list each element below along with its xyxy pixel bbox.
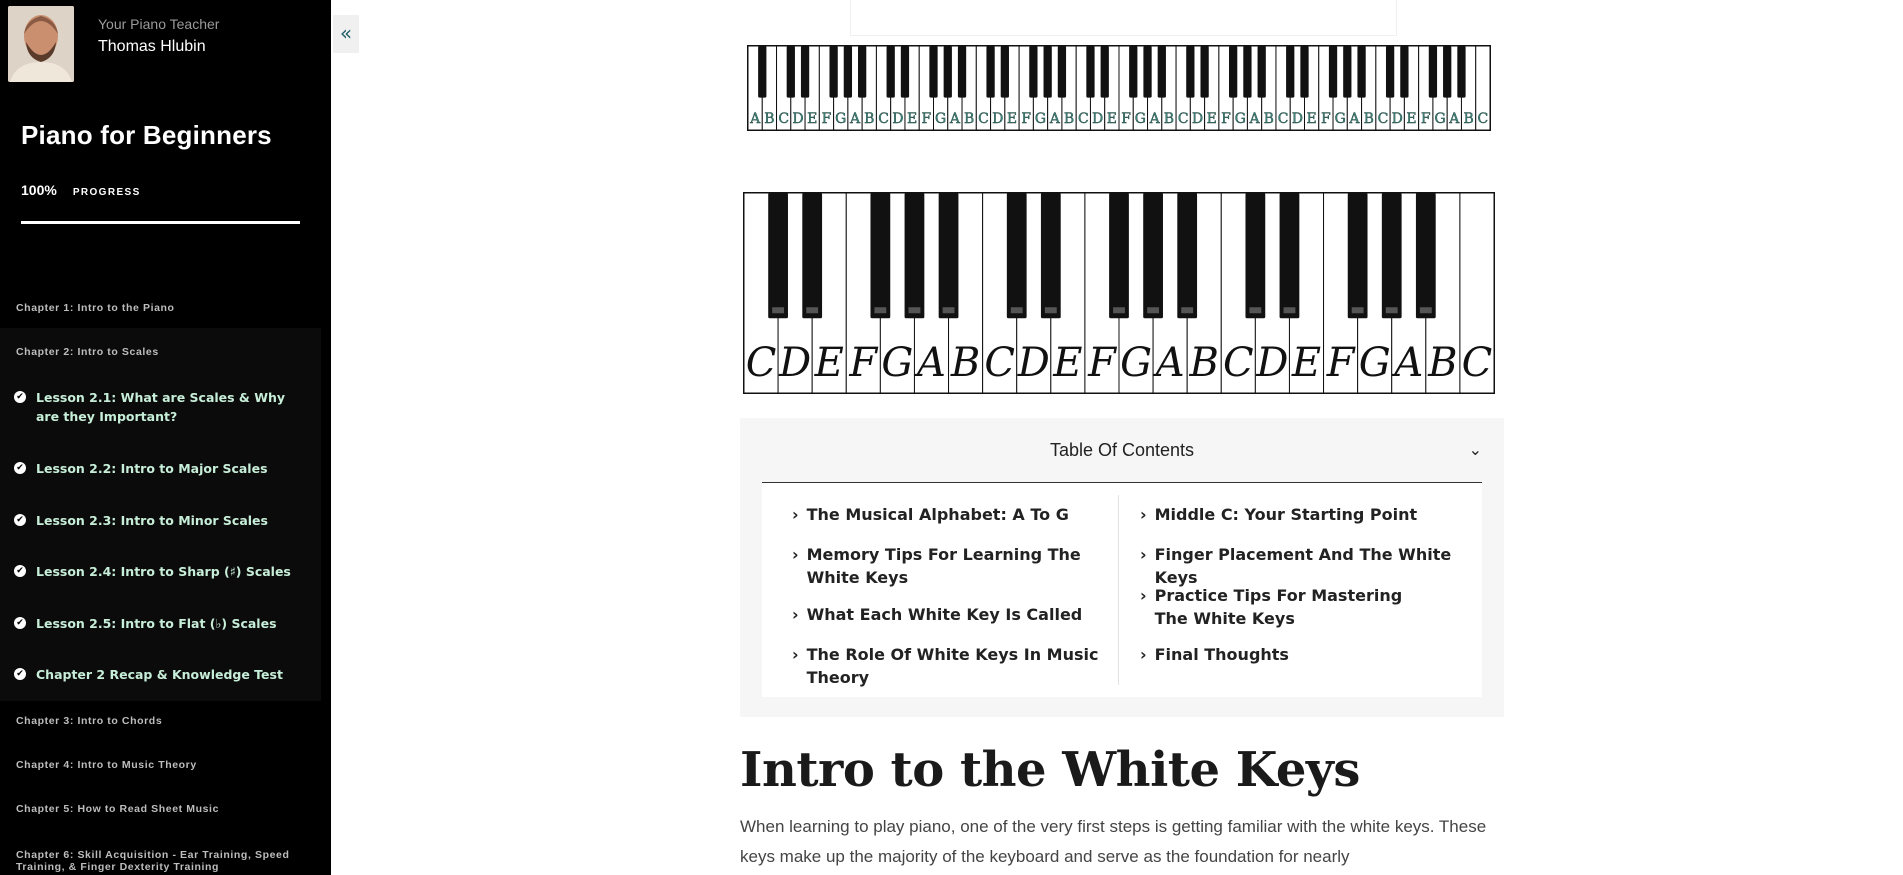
key-note-label: D (892, 111, 904, 127)
key-note-label: G (1134, 111, 1146, 127)
black-key-highlight (1181, 307, 1193, 313)
key-note-label: G (1358, 340, 1391, 386)
course-title: Piano for Beginners (21, 120, 272, 150)
toc-link-label: Middle C: Your Starting Point (1154, 505, 1418, 524)
progress-bar (21, 221, 300, 224)
toc-link[interactable] (792, 503, 1092, 526)
key-note-label: E (1006, 111, 1018, 127)
toc-link[interactable] (792, 603, 1092, 626)
check-circle-icon: ✔ (14, 391, 26, 403)
key-note-label: G (1120, 340, 1153, 386)
black-key (1245, 193, 1265, 318)
check-circle-icon: ✔ (14, 668, 26, 680)
black-key-highlight (1147, 307, 1159, 313)
black-key (1041, 193, 1061, 318)
black-key-highlight (1113, 307, 1125, 313)
key-note-label: F (1121, 111, 1131, 127)
black-key (768, 193, 788, 318)
key-note-label: B (964, 111, 975, 127)
key-note-label: B (1363, 111, 1374, 127)
key-note-label: F (1326, 340, 1355, 386)
chapter-5-link[interactable]: Chapter 5: How to Read Sheet Music (16, 803, 220, 815)
key-note-label: E (1106, 111, 1117, 127)
black-key-highlight (909, 307, 921, 313)
black-key (901, 46, 909, 98)
key-note-label: A (750, 111, 761, 127)
key-note-label: F (1221, 111, 1231, 127)
top-card-edge (850, 0, 1397, 36)
black-key-highlight (1045, 307, 1057, 313)
chapter-4-link[interactable]: Chapter 4: Intro to Music Theory (16, 759, 197, 771)
key-note-label: G (1434, 111, 1446, 127)
key-note-label: C (878, 111, 889, 127)
key-note-label: A (1049, 111, 1060, 127)
black-key (1258, 46, 1266, 98)
key-note-label: E (1406, 111, 1417, 127)
key-note-label: E (1053, 340, 1083, 386)
black-key (1416, 193, 1436, 318)
black-key-highlight (1386, 307, 1398, 313)
lesson-label: Lesson 2.2: Intro to Major Scales (36, 461, 268, 476)
key-note-label: G (1334, 111, 1346, 127)
black-key-highlight (1011, 307, 1023, 313)
black-key (787, 46, 795, 98)
black-key-highlight (772, 307, 784, 313)
key-note-label: E (814, 340, 844, 386)
key-note-label: B (1263, 111, 1274, 127)
key-note-label: B (1189, 340, 1219, 386)
lesson-2-3-link[interactable] (14, 511, 304, 530)
black-key-highlight (806, 307, 818, 313)
black-key-highlight (1420, 307, 1432, 313)
black-key (758, 46, 766, 98)
black-key (944, 46, 952, 98)
teacher-name: Thomas Hlubin (98, 38, 206, 55)
toc-link-label: What Each White Key Is Called (806, 605, 1083, 624)
toc-link[interactable] (1140, 584, 1440, 630)
key-note-label: G (835, 111, 847, 127)
article-title: Intro to the White Keys (740, 742, 1360, 798)
lesson-2-1-link[interactable] (14, 388, 304, 426)
toc-link[interactable] (792, 543, 1092, 589)
chapter-3-link[interactable]: Chapter 3: Intro to Chords (16, 715, 163, 727)
key-note-label: D (1091, 111, 1104, 127)
black-key (1129, 46, 1137, 98)
check-circle-icon: ✔ (14, 617, 26, 629)
chapter-1-link[interactable]: Chapter 1: Intro to the Piano (16, 302, 175, 314)
key-note-label: A (849, 111, 861, 127)
black-key (939, 193, 959, 318)
black-key (986, 46, 994, 98)
black-key (870, 193, 890, 318)
key-note-label: D (1256, 340, 1289, 386)
key-note-label: D (992, 111, 1004, 127)
key-note-label: C (778, 111, 790, 127)
key-note-label: E (906, 111, 918, 127)
chevron-right-icon: › (792, 645, 799, 664)
black-key (1143, 46, 1151, 98)
black-key (1443, 46, 1451, 98)
collapse-sidebar-button[interactable] (333, 15, 359, 53)
progress-summary (21, 182, 141, 198)
key-note-label: A (1449, 111, 1460, 127)
key-note-label: B (950, 340, 981, 386)
key-note-label: F (1088, 340, 1116, 386)
key-note-label: C (1377, 111, 1389, 127)
black-key (1109, 193, 1129, 318)
key-note-label: C (1077, 111, 1089, 127)
black-key (1177, 193, 1197, 318)
lesson-label: Lesson 2.4: Intro to Sharp (♯) Scales (36, 564, 291, 579)
key-note-label: F (821, 111, 832, 127)
lesson-label: Chapter 2 Recap & Knowledge Test (36, 667, 283, 682)
key-note-label: D (779, 340, 812, 386)
progress-bar-fill (21, 221, 300, 224)
black-key (1286, 46, 1294, 98)
chevron-right-icon: › (792, 505, 799, 524)
black-key-highlight (874, 307, 886, 313)
chevron-down-icon[interactable]: ⌄ (1468, 440, 1482, 459)
black-key (1343, 46, 1351, 98)
chevron-right-icon: › (1140, 505, 1147, 524)
table-of-contents (740, 418, 1504, 717)
black-key-highlight (943, 307, 955, 313)
toc-link[interactable] (1140, 503, 1460, 526)
key-note-label: E (1206, 111, 1217, 127)
check-circle-icon: ✔ (14, 462, 26, 474)
black-key (1348, 193, 1368, 318)
key-note-label: D (1191, 111, 1204, 127)
toc-link[interactable] (1140, 543, 1460, 589)
black-key (1029, 46, 1037, 98)
key-note-label: G (935, 111, 947, 127)
black-key (1329, 46, 1337, 98)
toc-link-label: The Role Of White Keys In Music Theory (806, 645, 1099, 687)
black-key (1044, 46, 1052, 98)
black-key (1186, 46, 1194, 98)
black-key (887, 46, 895, 98)
black-key (1158, 46, 1166, 98)
lesson-2-5-link[interactable] (14, 614, 304, 633)
key-note-label: E (1291, 340, 1322, 386)
black-key (844, 46, 852, 98)
toc-link[interactable] (792, 643, 1112, 689)
lesson-label: Lesson 2.1: What are Scales & Why are they Important? (36, 390, 286, 424)
chapter-2-recap-link[interactable] (14, 665, 304, 684)
teacher-role: Your Piano Teacher (98, 16, 220, 32)
black-key (1280, 193, 1300, 318)
lesson-2-2-link[interactable] (14, 459, 304, 478)
toc-link-label: Memory Tips For Learning The White Keys (806, 545, 1081, 587)
key-note-label: D (1291, 111, 1303, 127)
key-note-label: B (764, 111, 775, 127)
black-key (1058, 46, 1066, 98)
black-key (1429, 46, 1437, 98)
lesson-2-4-link[interactable] (14, 562, 304, 581)
key-note-label: E (807, 111, 818, 127)
black-key (1101, 46, 1109, 98)
black-key (929, 46, 937, 98)
black-key (1200, 46, 1208, 98)
key-note-label: G (1034, 111, 1047, 127)
chevron-right-icon: › (792, 605, 799, 624)
key-note-label: D (792, 111, 804, 127)
key-note-label: C (1461, 340, 1493, 386)
key-note-label: B (1428, 340, 1458, 386)
key-note-label: A (917, 340, 946, 386)
check-circle-icon: ✔ (14, 565, 26, 577)
key-note-label: F (849, 340, 878, 386)
toc-column-divider (1118, 495, 1119, 685)
key-note-label: A (1155, 340, 1185, 386)
key-note-label: B (864, 111, 875, 127)
check-circle-icon: ✔ (14, 514, 26, 526)
black-key (1386, 46, 1394, 98)
toc-link-label: Practice Tips For Mastering The White Keys (1154, 586, 1403, 628)
key-note-label: C (1177, 111, 1189, 127)
lesson-label: Lesson 2.3: Intro to Minor Scales (36, 513, 268, 528)
black-key-highlight (1352, 307, 1364, 313)
black-key-highlight (1284, 307, 1296, 313)
toc-link-label: Finger Placement And The White Keys (1154, 545, 1452, 587)
key-note-label: C (1223, 340, 1254, 386)
key-note-label: A (1394, 340, 1424, 386)
black-key (1243, 46, 1251, 98)
key-note-label: B (1463, 111, 1474, 127)
key-note-label: D (1017, 340, 1050, 386)
black-key (1300, 46, 1308, 98)
black-key (1357, 46, 1365, 98)
course-sidebar (0, 0, 331, 875)
progress-percent: 100% (21, 182, 57, 198)
piano-keyboard-small-image (747, 45, 1491, 131)
key-note-label: C (1277, 111, 1289, 127)
key-note-label: B (1163, 111, 1175, 127)
black-key (802, 193, 822, 318)
key-note-label: F (921, 111, 932, 127)
toc-title[interactable]: Table Of Contents (1049, 440, 1195, 460)
black-key-highlight (1249, 307, 1261, 313)
black-key (1007, 193, 1027, 318)
black-key (858, 46, 866, 98)
double-chevron-left-icon: « (339, 21, 353, 45)
chapter-6-link[interactable]: Chapter 6: Skill Acquisition - Ear Training, Speed Training, & Finger Dexterity Training (16, 849, 290, 873)
black-key (1400, 46, 1408, 98)
key-note-label: C (984, 340, 1015, 386)
black-key (1086, 46, 1094, 98)
progress-label: PROGRESS (72, 187, 141, 198)
black-key (1229, 46, 1237, 98)
key-note-label: E (1306, 111, 1317, 127)
key-note-label: G (1234, 111, 1246, 127)
piano-keyboard-large-image (743, 192, 1495, 394)
key-note-label: C (1477, 111, 1489, 127)
key-note-label: A (1249, 111, 1260, 127)
black-key (1457, 46, 1465, 98)
black-key (1143, 193, 1163, 318)
avatar (8, 6, 74, 82)
key-note-label: F (1021, 111, 1032, 127)
key-note-label: C (745, 340, 777, 386)
teacher-profile (8, 6, 219, 82)
key-note-label: A (949, 111, 960, 127)
chevron-right-icon: › (792, 545, 799, 564)
toc-body (762, 483, 1482, 697)
chapter-2-link[interactable]: Chapter 2: Intro to Scales (16, 346, 159, 358)
key-note-label: D (1391, 111, 1403, 127)
black-key (829, 46, 837, 98)
chevron-right-icon: › (1140, 645, 1147, 664)
key-note-label: A (1349, 111, 1360, 127)
black-key (1382, 193, 1402, 318)
black-key (801, 46, 809, 98)
black-key (1001, 46, 1009, 98)
key-note-label: B (1063, 111, 1075, 127)
article-paragraph: When learning to play piano, one of the very first steps is getting familiar with the white keys. These keys make up the majority of the keyboard and serve as the foundation for nearly (740, 817, 1487, 866)
key-note-label: G (881, 340, 914, 386)
black-key (905, 193, 925, 318)
key-note-label: F (1321, 111, 1331, 127)
key-note-label: C (978, 111, 989, 127)
chevron-right-icon: › (1140, 586, 1147, 605)
chevron-right-icon: › (1140, 545, 1147, 564)
toc-link-label: Final Thoughts (1154, 645, 1289, 664)
toc-link-label: The Musical Alphabet: A To G (806, 505, 1069, 524)
lesson-label: Lesson 2.5: Intro to Flat (♭) Scales (36, 616, 277, 631)
black-key (958, 46, 966, 98)
key-note-label: A (1149, 111, 1160, 127)
key-note-label: F (1420, 111, 1431, 127)
toc-link[interactable] (1140, 643, 1440, 666)
